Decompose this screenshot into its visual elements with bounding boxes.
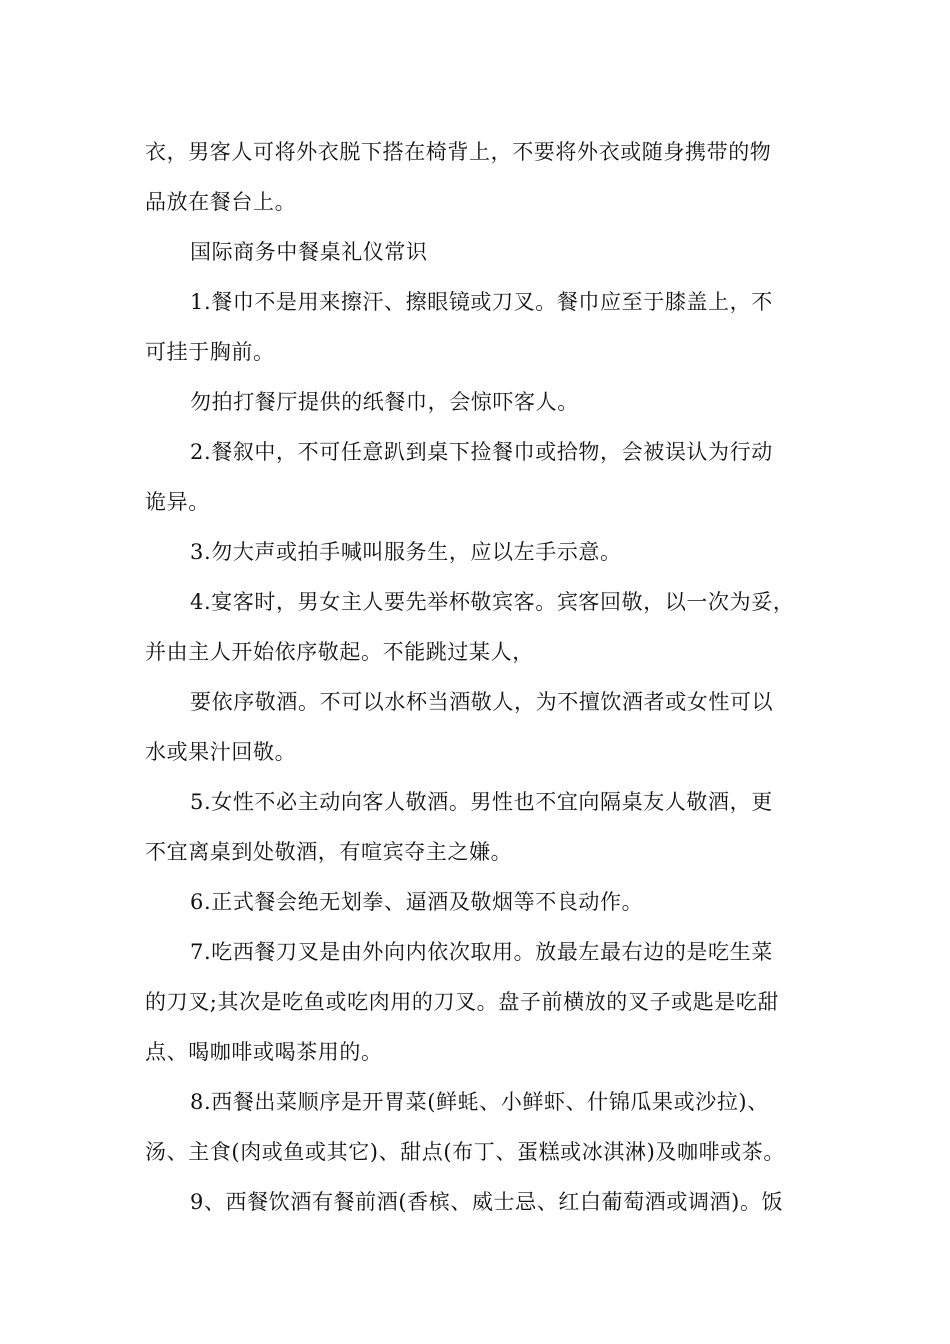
text-line: 诡异。	[145, 490, 210, 514]
section-heading: 国际商务中餐桌礼仪常识	[190, 240, 428, 264]
text-line: 2.餐叙中，不可任意趴到桌下捡餐巾或拾物，会被误认为行动	[190, 440, 773, 464]
text-line: 品放在餐台上。	[145, 190, 297, 214]
text-line: 的刀叉;其次是吃鱼或吃肉用的刀叉。盘子前横放的叉子或匙是吃甜	[145, 990, 780, 1014]
text-line: 3.勿大声或拍手喊叫服务生，应以左手示意。	[190, 540, 622, 564]
text-line: 并由主人开始依序敬起。不能跳过某人，	[145, 640, 534, 664]
text-line: 4.宴客时，男女主人要先举杯敬宾客。宾客回敬，以一次为妥，	[190, 590, 795, 614]
text-line: 8.西餐出菜顺序是开胃菜(鲜蚝、小鲜虾、什锦瓜果或沙拉)、	[190, 1090, 769, 1114]
text-line: 衣，男客人可将外衣脱下搭在椅背上，不要将外衣或随身携带的物	[145, 140, 772, 164]
text-line: 7.吃西餐刀叉是由外向内依次取用。放最左最右边的是吃生菜	[190, 940, 773, 964]
text-line: 1.餐巾不是用来擦汗、擦眼镜或刀叉。餐巾应至于膝盖上，不	[190, 290, 773, 314]
text-line: 可挂于胸前。	[145, 340, 275, 364]
text-line: 汤、主食(肉或鱼或其它)、甜点(布丁、蛋糕或冰淇淋)及咖啡或茶。	[145, 1140, 785, 1164]
text-line: 要依序敬酒。不可以水杯当酒敬人，为不擅饮酒者或女性可以	[190, 690, 774, 714]
text-line: 6.正式餐会绝无划拳、逼酒及敬烟等不良动作。	[190, 890, 644, 914]
text-line: 点、喝咖啡或喝茶用的。	[145, 1040, 383, 1064]
text-line: 9、西餐饮酒有餐前酒(香槟、威士忌、红白葡萄酒或调酒)。饭	[190, 1190, 784, 1214]
text-line: 勿拍打餐厅提供的纸餐巾，会惊吓客人。	[190, 390, 579, 414]
text-line: 不宜离桌到处敬酒，有喧宾夺主之嫌。	[145, 840, 513, 864]
text-line: 5.女性不必主动向客人敬酒。男性也不宜向隔桌友人敬酒，更	[190, 790, 773, 814]
text-line: 水或果汁回敬。	[145, 740, 297, 764]
